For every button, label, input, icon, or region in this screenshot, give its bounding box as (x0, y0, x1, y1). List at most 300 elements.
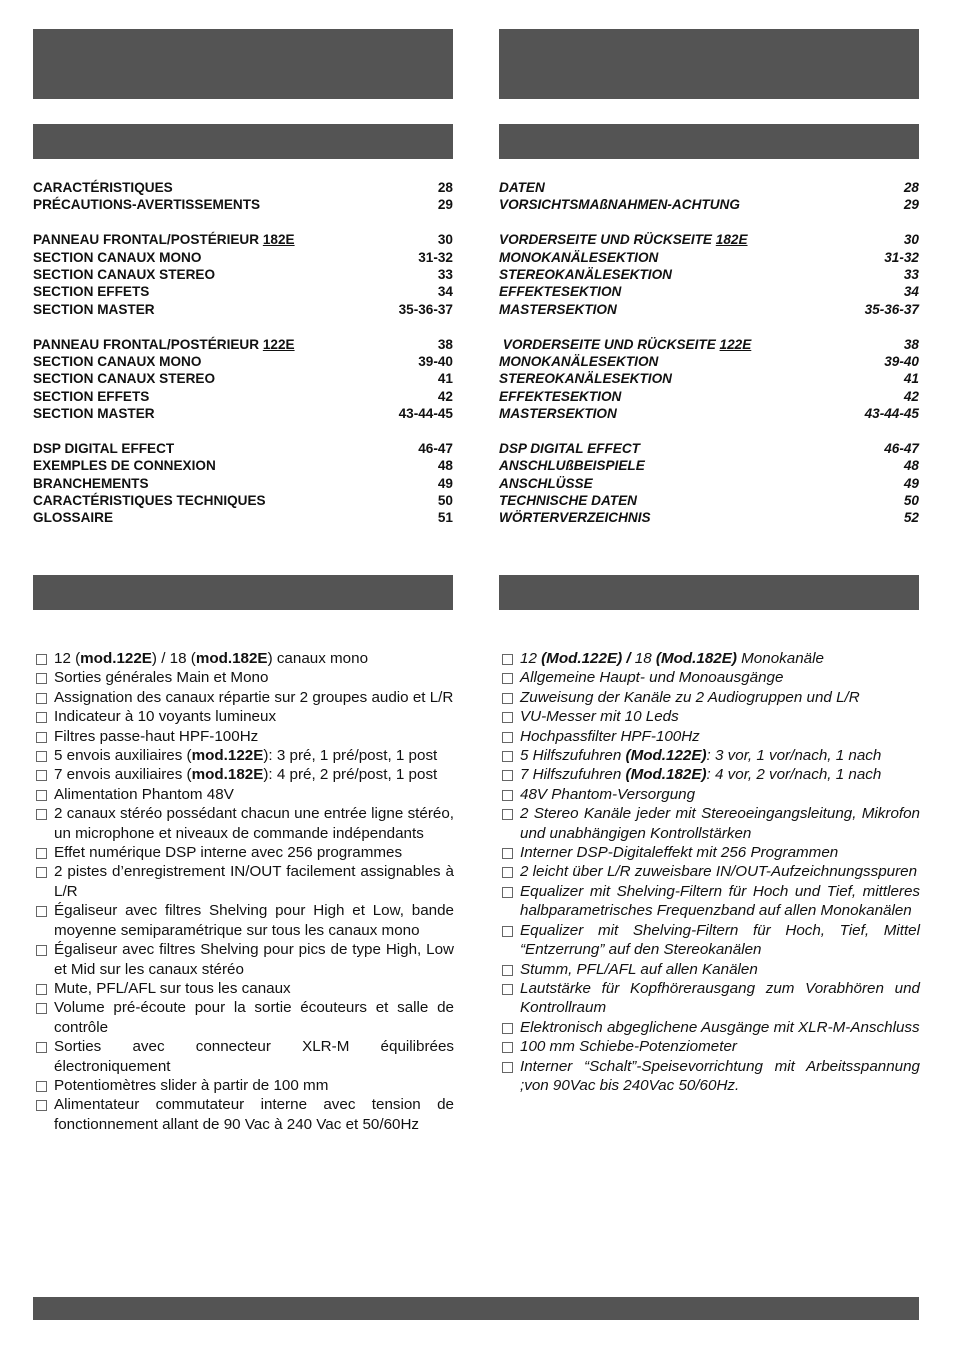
feature-item (36, 765, 454, 784)
feature-text (520, 707, 920, 726)
toc-label: PRÉCAUTIONS-AVERTISSEMENTS (33, 197, 261, 213)
toc-entry (499, 249, 658, 266)
feature-item (36, 862, 459, 901)
feature-text (520, 649, 920, 668)
feature-text-part: ) canaux mono (267, 650, 369, 667)
checkbox-icon (502, 673, 513, 684)
toc-entry (33, 301, 155, 318)
feature-text-part: 2 Stereo Kanäle jeder mit Stereoeingangsleitung, Mikrofon und unabhängigen Kontrollstärken (520, 805, 925, 842)
checkbox-icon (502, 751, 513, 762)
toc-entry (33, 196, 260, 213)
toc-label: CARACTÉRISTIQUES (33, 180, 173, 195)
checkbox-icon (502, 770, 513, 781)
header-bar-left (33, 29, 453, 99)
feature-item (36, 804, 459, 843)
toc-label: DSP DIGITAL EFFECT (499, 440, 640, 456)
checkbox-icon (502, 1023, 513, 1034)
toc-label: BRANCHEMENTS (33, 475, 149, 491)
feature-text-part: 2 pistes d’enregistrement IN/OUT facilement assignables à L/R (54, 863, 459, 900)
feature-text-part: ): 3 pré, 1 pré/post, 1 post (263, 747, 438, 765)
checkbox-icon (36, 790, 47, 801)
checkbox-icon (502, 654, 513, 665)
toc-label: ANSCHLÜSSE (499, 475, 593, 491)
toc-row (33, 266, 453, 283)
feature-text-part: Interner “Schalt”-Speisevorrichtung mit Arbeitsspannung ;von 90Vac bis 240Vac 50/60Hz. (520, 1057, 925, 1094)
toc-french (33, 179, 453, 527)
toc-row (499, 457, 919, 474)
toc-entry (499, 353, 658, 370)
toc-label: MASTERSEKTION (499, 301, 617, 317)
toc-label: DATEN (499, 180, 545, 195)
feature-text-part: Zuweisung der Kanäle zu 2 Audiogruppen und L/R (520, 688, 860, 706)
toc-entry (499, 283, 621, 300)
feature-text-part: Monokanäle (736, 650, 824, 667)
feature-text-part: Equalizer mit Shelving-Filtern für Hoch, Tief, Mittel “Entzerrung” auf den Stereokanälen (520, 921, 925, 959)
feature-item (36, 1095, 459, 1134)
toc-label: STEREOKANÄLESEKTION (499, 371, 672, 387)
feature-item (36, 785, 454, 804)
toc-entry (33, 457, 216, 474)
checkbox-icon (36, 867, 47, 878)
toc-label: MASTERSEKTION (499, 406, 617, 422)
toc-page: 38 (903, 336, 919, 352)
toc-entry (499, 440, 640, 457)
toc-label: VORDERSEITE UND RÜCKSEITE (499, 336, 720, 352)
feature-item (502, 979, 925, 1018)
toc-entry (33, 492, 266, 509)
feature-item (36, 649, 454, 668)
feature-item (36, 940, 459, 979)
toc-spacer (499, 422, 919, 439)
checkbox-icon (502, 1042, 513, 1053)
features-title-bar-right (499, 575, 919, 610)
feature-text (520, 843, 920, 862)
toc-entry (33, 266, 215, 283)
toc-row (33, 457, 453, 474)
feature-text-part: Égaliseur avec filtres Shelving pour pics de type High, Low et Mid sur les canaux stéréo (54, 941, 459, 978)
toc-page: 35-36-37 (398, 301, 453, 317)
toc-entry (33, 440, 174, 457)
toc-page: 38 (437, 336, 453, 352)
toc-page: 41 (437, 371, 453, 387)
feature-text-part: 5 Hilfszufuhren (520, 747, 626, 765)
feature-text-part: 18 (634, 650, 656, 667)
feature-text-part: ): 4 pré, 2 pré/post, 1 post (263, 766, 438, 784)
toc-label: TECHNISCHE DATEN (499, 493, 637, 509)
feature-text-part: Indicateur à 10 voyants lumineux (54, 708, 277, 726)
toc-page: 52 (903, 510, 919, 526)
toc-row (33, 388, 453, 405)
feature-text-part: Filtres passe-haut HPF-100Hz (54, 727, 259, 745)
toc-entry (33, 475, 149, 492)
toc-model: 122E (262, 336, 295, 352)
toc-entry (499, 405, 617, 422)
feature-text-part: 12 ( (54, 650, 81, 667)
toc-row (33, 249, 453, 266)
feature-text (54, 727, 454, 746)
checkbox-icon (502, 809, 513, 820)
toc-page: 48 (903, 458, 919, 474)
feature-text-part: Hochpassfilter HPF-100Hz (520, 727, 700, 745)
toc-entry (499, 231, 748, 248)
toc-page: 30 (437, 232, 453, 248)
feature-item (502, 746, 920, 765)
toc-page: 33 (903, 266, 919, 282)
toc-row (499, 405, 919, 422)
toc-page: 34 (437, 284, 453, 300)
toc-entry (33, 249, 201, 266)
toc-label: EFFEKTESEKTION (499, 284, 622, 300)
toc-page: 41 (903, 371, 919, 387)
feature-item (36, 901, 459, 940)
toc-row (499, 370, 919, 387)
checkbox-icon (502, 867, 513, 878)
feature-item (502, 649, 920, 668)
toc-label: EFFEKTESEKTION (499, 388, 622, 404)
toc-spacer (33, 214, 453, 231)
feature-text-part: VU-Messer mit 10 Leds (520, 708, 679, 726)
feature-text (520, 1037, 920, 1056)
toc-page: 49 (903, 475, 919, 491)
toc-page: 30 (903, 232, 919, 248)
toc-row (499, 440, 919, 457)
toc-label: VORDERSEITE UND RÜCKSEITE (499, 232, 716, 248)
feature-text-part: Potentiomètres slider à partir de 100 mm (54, 1076, 329, 1094)
toc-entry (33, 353, 201, 370)
toc-label: SECTION CANAUX MONO (33, 353, 202, 369)
feature-text-part: Alimentateur commutateur interne avec tension de fonctionnement allant de 90 Vac à 240 Vac et 50/60Hz (54, 1096, 459, 1133)
checkbox-icon (36, 693, 47, 704)
feature-item (502, 707, 920, 726)
feature-text-part: Effet numérique DSP interne avec 256 programmes (54, 844, 403, 862)
checkbox-icon (502, 965, 513, 976)
feature-text-part: 12 (520, 650, 542, 667)
feature-text-part: 48V Phantom-Versorgung (520, 785, 696, 803)
feature-text-part: Alimentation Phantom 48V (54, 785, 234, 803)
feature-item (36, 979, 454, 998)
toc-row (33, 475, 453, 492)
feature-text (54, 998, 459, 1037)
toc-page: 33 (437, 266, 453, 282)
feature-text (54, 668, 454, 687)
toc-label: WÖRTERVERZEICHNIS (499, 510, 651, 526)
checkbox-icon (36, 984, 47, 995)
checkbox-icon (36, 732, 47, 743)
footer-bar (33, 1297, 919, 1320)
toc-row (499, 336, 919, 353)
toc-model: 182E (715, 232, 748, 248)
feature-text (54, 765, 454, 784)
feature-item (502, 882, 925, 921)
feature-item (36, 746, 454, 765)
feature-item (36, 998, 459, 1037)
toc-row (33, 492, 453, 509)
feature-text (54, 707, 454, 726)
feature-text (54, 785, 454, 804)
feature-text-part: Sorties générales Main et Mono (54, 669, 269, 687)
feature-text (520, 1057, 925, 1096)
feature-text (54, 688, 454, 707)
toc-row (33, 405, 453, 422)
checkbox-icon (502, 732, 513, 743)
checkbox-icon (502, 693, 513, 704)
checkbox-icon (36, 1100, 47, 1111)
feature-text (520, 862, 920, 881)
toc-entry (33, 231, 295, 248)
feature-text (54, 804, 459, 843)
feature-item (502, 804, 925, 843)
feature-text (54, 1037, 459, 1076)
feature-text (520, 746, 920, 765)
feature-text-part: : 4 vor, 2 vor/nach, 1 nach (706, 766, 882, 784)
toc-german (499, 179, 919, 527)
toc-row (33, 336, 453, 353)
checkbox-icon (502, 926, 513, 937)
feature-text (520, 668, 920, 687)
feature-text-part: 7 envois auxiliaires ( (54, 766, 192, 784)
feature-item (502, 960, 920, 979)
toc-label: SECTION EFFETS (33, 388, 150, 404)
toc-model: 182E (262, 232, 295, 248)
toc-page: 34 (903, 284, 919, 300)
toc-page: 50 (437, 493, 453, 509)
checkbox-icon (36, 945, 47, 956)
checkbox-icon (36, 1081, 47, 1092)
toc-row (499, 266, 919, 283)
toc-model: 122E (719, 336, 752, 352)
toc-entry (499, 457, 645, 474)
feature-text-part: Allgemeine Haupt- und Monoausgänge (520, 669, 784, 687)
feature-model: (Mod.122E) / (541, 650, 635, 667)
toc-row (499, 283, 919, 300)
toc-label: EXEMPLES DE CONNEXION (33, 458, 216, 474)
feature-text-part: Interner DSP-Digitaleffekt mit 256 Programmen (520, 844, 839, 862)
feature-text-part: Lautstärke für Kopfhörerausgang zum Vorabhören und Kontrollraum (520, 979, 925, 1017)
feature-text (520, 727, 920, 746)
feature-text (54, 940, 459, 979)
feature-text (520, 765, 920, 784)
toc-entry (499, 266, 672, 283)
checkbox-icon (36, 1003, 47, 1014)
toc-entry (33, 388, 149, 405)
feature-item (502, 1057, 925, 1096)
feature-item (36, 727, 454, 746)
feature-item (502, 688, 920, 707)
toc-page: 29 (437, 197, 453, 213)
toc-spacer (499, 318, 919, 335)
toc-row (499, 475, 919, 492)
toc-page: 31-32 (884, 249, 919, 265)
toc-row (33, 283, 453, 300)
toc-label: CARACTÉRISTIQUES TECHNIQUES (33, 493, 266, 509)
toc-label: SECTION CANAUX STEREO (33, 371, 216, 387)
toc-entry (499, 196, 740, 213)
checkbox-icon (36, 906, 47, 917)
toc-page: 46-47 (418, 440, 453, 456)
feature-item (36, 1076, 454, 1095)
toc-label: GLOSSAIRE (33, 510, 114, 526)
toc-page: 42 (903, 388, 919, 404)
feature-text-part: 7 Hilfszufuhren (520, 766, 626, 784)
feature-model: (Mod.122E) (625, 747, 707, 765)
toc-row (499, 249, 919, 266)
checkbox-icon (36, 1042, 47, 1053)
toc-spacer (499, 214, 919, 231)
checkbox-icon (36, 673, 47, 684)
feature-text (520, 882, 925, 921)
feature-item (502, 765, 920, 784)
checkbox-icon (36, 809, 47, 820)
feature-model: (Mod.182E) (655, 650, 737, 667)
checkbox-icon (36, 712, 47, 723)
feature-text (54, 649, 454, 668)
toc-label: MONOKANÄLESEKTION (499, 353, 659, 369)
feature-text-part: Volume pré-écoute pour la sortie écouteurs et salle de contrôle (54, 999, 459, 1036)
checkbox-icon (502, 848, 513, 859)
feature-text-part: 2 leicht über L/R zuweisbare IN/OUT-Aufzeichnungsspuren (520, 863, 918, 881)
feature-text (54, 862, 459, 901)
toc-page: 51 (437, 510, 453, 526)
feature-model: (Mod.182E) (625, 766, 707, 784)
toc-entry (499, 179, 545, 196)
toc-entry (33, 370, 215, 387)
checkbox-icon (502, 984, 513, 995)
toc-page: 43-44-45 (864, 406, 919, 422)
toc-label: DSP DIGITAL EFFECT (33, 440, 175, 456)
toc-entry (33, 405, 155, 422)
toc-spacer (33, 318, 453, 335)
toc-row (33, 440, 453, 457)
feature-item (36, 843, 454, 862)
toc-label: VORSICHTSMAßNAHMEN-ACHTUNG (499, 197, 740, 213)
checkbox-icon (502, 790, 513, 801)
toc-page: 50 (903, 493, 919, 509)
feature-text-part: 5 envois auxiliaires ( (54, 747, 192, 765)
features-title-bar-left (33, 575, 453, 610)
toc-entry (499, 388, 621, 405)
checkbox-icon (36, 770, 47, 781)
toc-page: 46-47 (884, 440, 919, 456)
header-bar-right (499, 29, 919, 99)
feature-text-part: Stumm, PFL/AFL auf allen Kanälen (520, 960, 758, 978)
feature-text (54, 843, 454, 862)
toc-label: SECTION CANAUX MONO (33, 249, 202, 265)
feature-text (520, 979, 925, 1018)
toc-label: SECTION EFFETS (33, 284, 150, 300)
toc-page: 31-32 (418, 249, 453, 265)
feature-text (520, 804, 925, 843)
feature-text (54, 1076, 454, 1095)
toc-label: MONOKANÄLESEKTION (499, 249, 659, 265)
toc-page: 42 (437, 388, 453, 404)
toc-entry (33, 509, 113, 526)
toc-label: PANNEAU FRONTAL/POSTÉRIEUR (33, 232, 263, 248)
toc-row (33, 196, 453, 213)
feature-item (502, 727, 920, 746)
toc-label: STEREOKANÄLESEKTION (499, 266, 672, 282)
feature-text (54, 746, 454, 765)
toc-title-bar-left (33, 124, 453, 159)
feature-text-part: ) / 18 ( (151, 650, 196, 667)
toc-page: 49 (437, 475, 453, 491)
toc-entry (499, 301, 617, 318)
toc-row (499, 388, 919, 405)
toc-spacer (33, 422, 453, 439)
feature-model: mod.182E (195, 650, 268, 667)
toc-entry (499, 370, 672, 387)
feature-text (54, 901, 459, 940)
toc-row (33, 353, 453, 370)
toc-page: 43-44-45 (398, 406, 453, 422)
feature-text-part: Sorties avec connecteur XLR-M équilibrées électroniquement (54, 1038, 459, 1075)
toc-entry (499, 492, 637, 509)
feature-item (502, 1018, 920, 1037)
feature-text-part: Assignation des canaux répartie sur 2 groupes audio et L/R (54, 688, 454, 706)
feature-text (520, 1018, 920, 1037)
feature-text-part: Elektronisch abgeglichene Ausgänge mit XLR-M-Anschluss (520, 1018, 920, 1036)
toc-row (33, 179, 453, 196)
feature-item (502, 921, 925, 960)
feature-text (520, 785, 920, 804)
toc-row (499, 179, 919, 196)
feature-model: mod.122E (80, 650, 152, 667)
toc-row (499, 353, 919, 370)
toc-row (499, 509, 919, 526)
toc-entry (499, 509, 651, 526)
feature-text-part: Égaliseur avec filtres Shelving pour High et Low, bande moyenne semiparamétrique sur tous les canaux mono (54, 902, 459, 939)
features-german (502, 649, 925, 1095)
feature-text (54, 979, 454, 998)
toc-entry (33, 179, 173, 196)
feature-text-part: Equalizer mit Shelving-Filtern für Hoch und Tief, mittleres halbparametrisches Frequenzband auf allen Monokanälen (520, 882, 925, 920)
toc-row (33, 370, 453, 387)
checkbox-icon (36, 848, 47, 859)
feature-item (502, 1037, 920, 1056)
toc-page: 28 (437, 180, 453, 195)
toc-row (499, 301, 919, 318)
feature-text (520, 921, 925, 960)
feature-text (520, 688, 920, 707)
feature-text-part: Mute, PFL/AFL sur tous les canaux (54, 979, 291, 997)
toc-page: 29 (903, 197, 919, 213)
toc-label: PANNEAU FRONTAL/POSTÉRIEUR (33, 336, 263, 352)
feature-text (54, 1095, 459, 1134)
toc-label: SECTION MASTER (33, 406, 155, 422)
toc-entry (499, 475, 593, 492)
toc-label: SECTION MASTER (33, 301, 155, 317)
feature-item (36, 1037, 459, 1076)
toc-label: SECTION CANAUX STEREO (33, 266, 216, 282)
toc-label: ANSCHLUßBEISPIELE (499, 458, 645, 474)
feature-item (36, 668, 454, 687)
checkbox-icon (502, 712, 513, 723)
feature-text-part: : 3 vor, 1 vor/nach, 1 nach (706, 747, 882, 765)
features-french (36, 649, 459, 1134)
toc-row (33, 301, 453, 318)
checkbox-icon (502, 887, 513, 898)
feature-item (502, 843, 920, 862)
toc-page: 39-40 (418, 353, 453, 369)
checkbox-icon (36, 654, 47, 665)
feature-item (502, 785, 920, 804)
feature-item (36, 707, 454, 726)
toc-page: 48 (437, 458, 453, 474)
checkbox-icon (36, 751, 47, 762)
toc-page: 35-36-37 (864, 301, 919, 317)
toc-page: 28 (903, 180, 919, 195)
toc-row (33, 231, 453, 248)
toc-entry (499, 336, 751, 353)
